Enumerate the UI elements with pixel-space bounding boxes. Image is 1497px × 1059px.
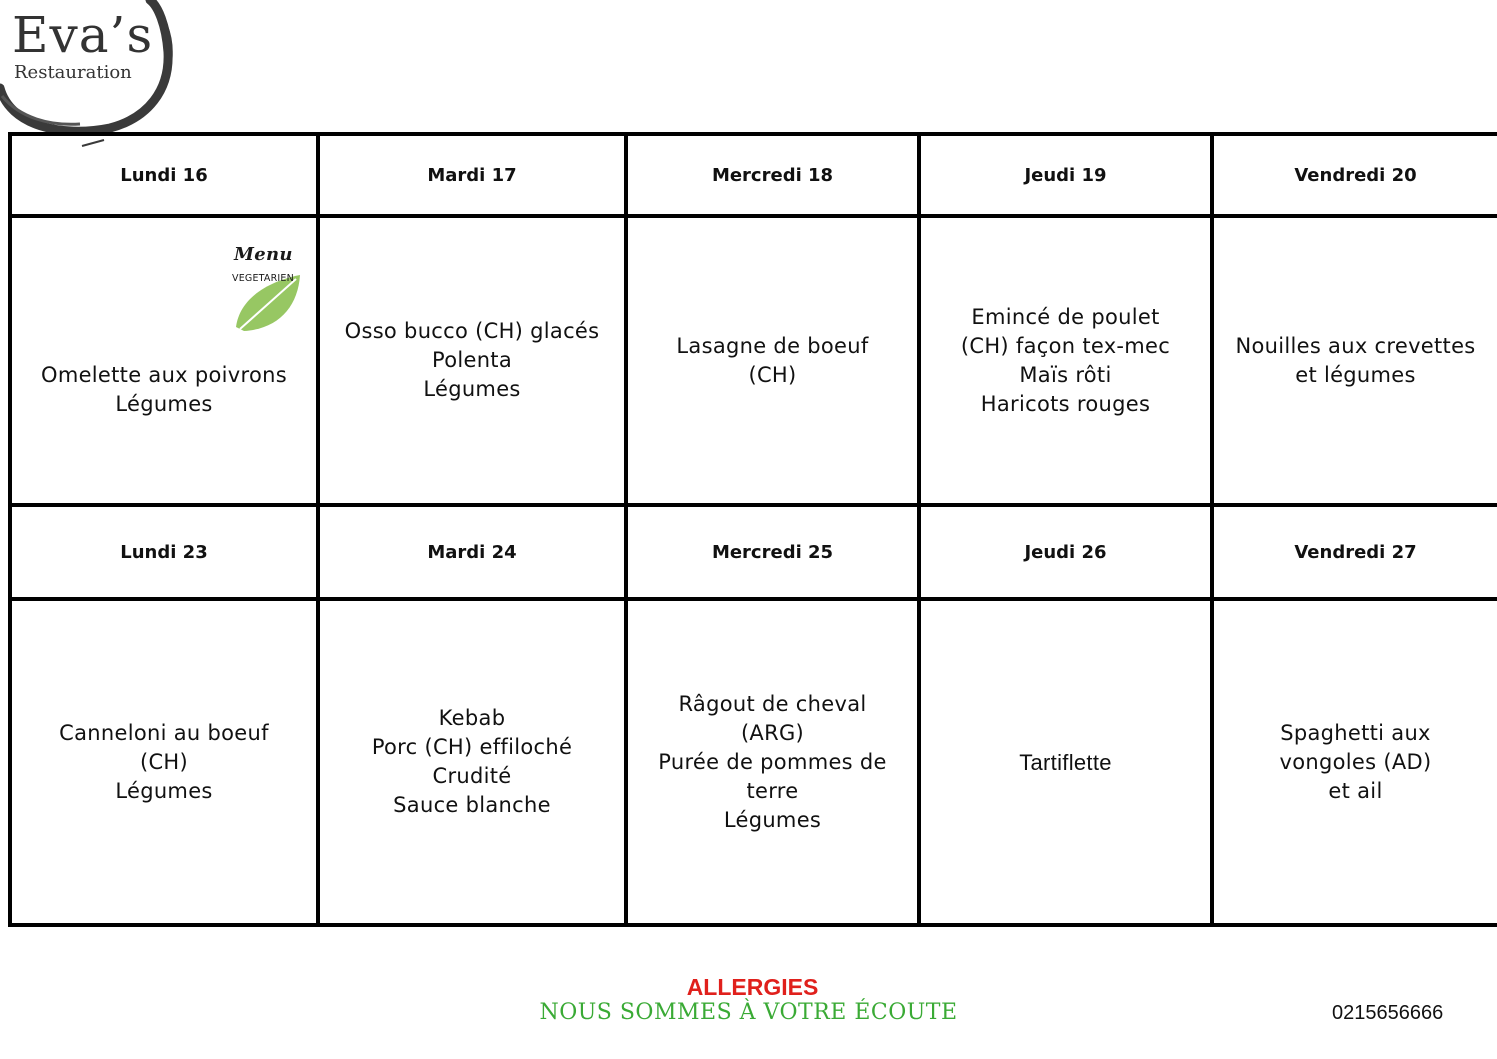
phone-number: 0215656666 [1332,1002,1444,1024]
day-header: Lundi 23 [10,505,318,599]
meal-cell: Canneloni au boeuf (CH) Légumes [10,599,318,925]
veg-badge-line1: Menu [234,244,293,265]
allergies-heading: ALLERGIES [686,974,819,1000]
day-header: Lundi 16 [10,134,318,216]
meal-cell: Tartiflette [919,599,1212,925]
veg-badge-line2: VEGETARIEN [232,273,294,284]
week1-meals-row [10,216,1497,505]
meal-cell: Spaghetti aux vongoles (AD) et ail [1212,599,1497,925]
day-header: Jeudi 19 [919,134,1212,216]
meal-cell [10,216,318,505]
restaurant-logo [0,0,180,150]
week1-days-row [10,134,1497,216]
meal-text: Omelette aux poivrons Légumes [40,362,287,416]
meal-cell: Emincé de poulet (CH) façon tex-mec Maïs rôti Haricots rouges [919,216,1212,505]
vegetarian-menu-badge [230,238,302,306]
week2-meals-row [10,599,1497,925]
logo-name: Eva’s [12,6,154,64]
day-header: Vendredi 27 [1212,505,1497,599]
day-header: Mercredi 18 [626,134,919,216]
day-header: Vendredi 20 [1212,134,1497,216]
meal-cell: Lasagne de boeuf (CH) [626,216,919,505]
day-header: Mardi 24 [318,505,626,599]
weekly-menu-table [8,132,1497,927]
logo-subtitle: Restauration [14,62,132,83]
day-header: Jeudi 26 [919,505,1212,599]
meal-cell: Kebab Porc (CH) effiloché Crudité Sauce blanche [318,599,626,925]
day-header: Mardi 17 [318,134,626,216]
meal-cell: Osso bucco (CH) glacés Polenta Légumes [318,216,626,505]
meal-cell: Râgout de cheval (ARG) Purée de pommes de terre Légumes [626,599,919,925]
meal-cell: Nouilles aux crevettes et légumes [1212,216,1497,505]
week2-days-row [10,505,1497,599]
listen-tagline: NOUS SOMMES À VOTRE ÉCOUTE [539,1000,958,1025]
day-header: Mercredi 25 [626,505,919,599]
